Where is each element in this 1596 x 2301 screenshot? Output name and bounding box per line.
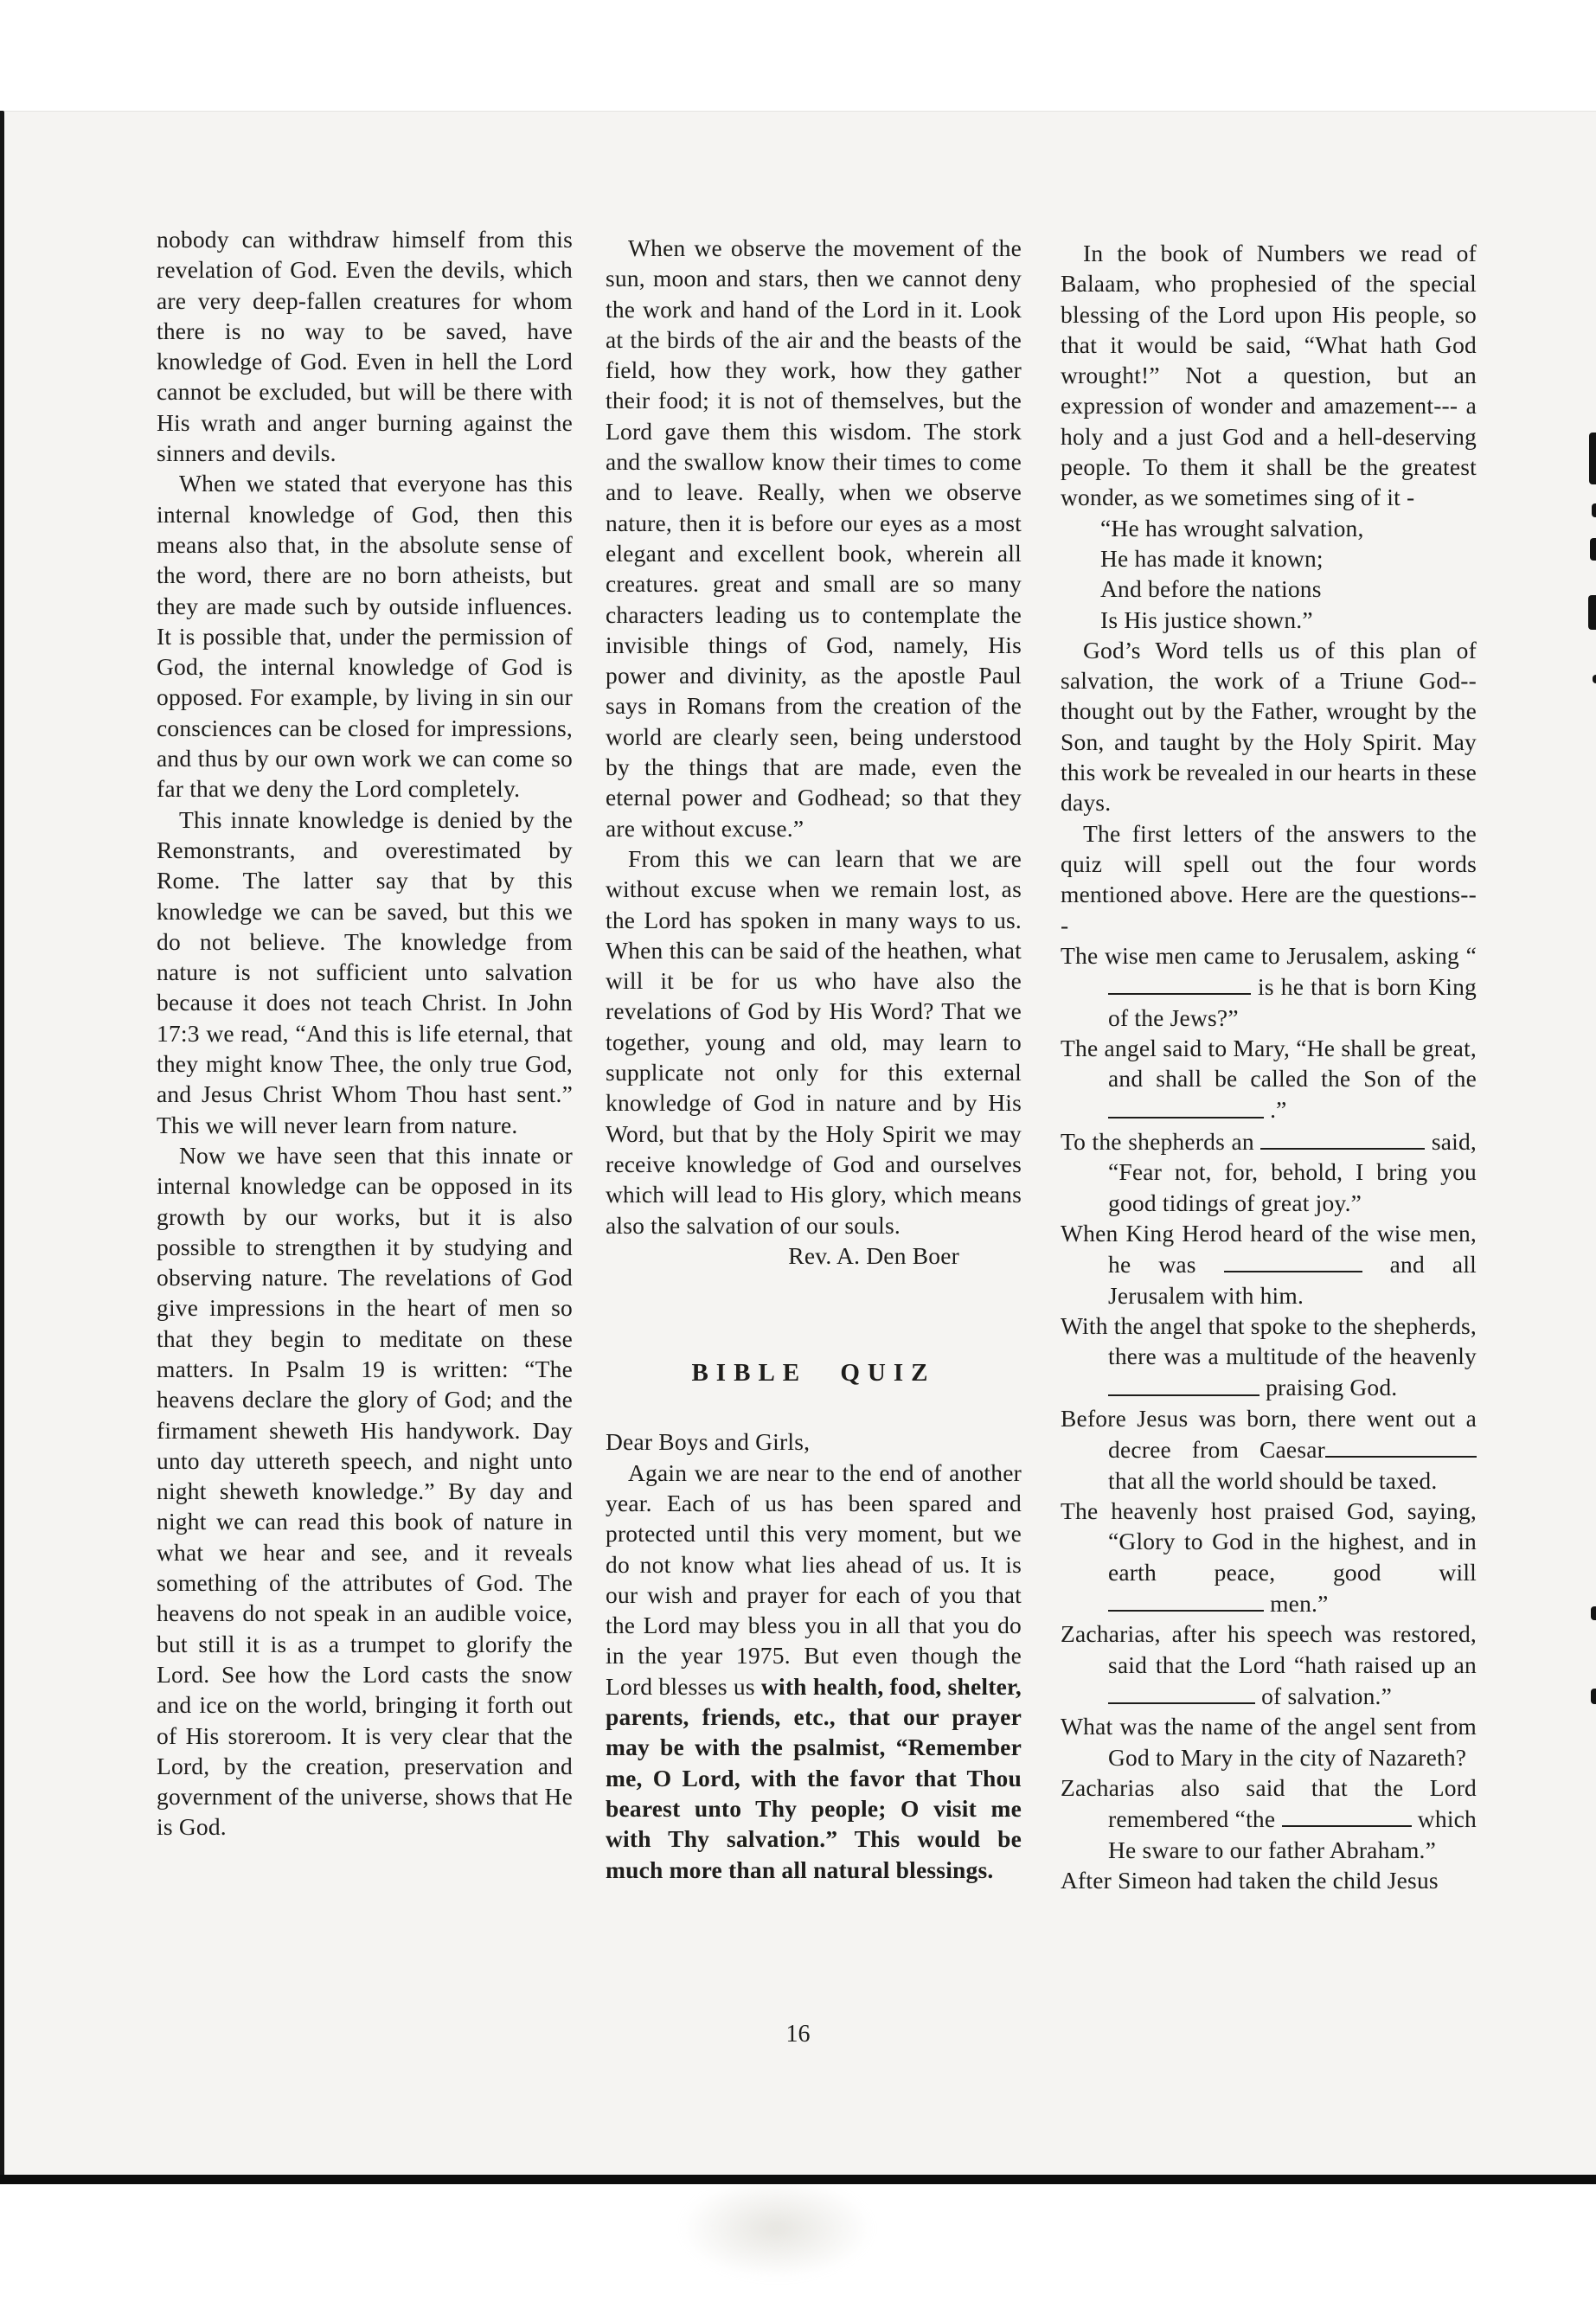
text-run: men.”: [1264, 1589, 1329, 1617]
text-run: The angel said to Mary, “He shall be great, and shall be called the Son of the: [1061, 1034, 1477, 1093]
text-run: Zacharias also said that the Lord remembered “the: [1061, 1773, 1477, 1833]
text-run: The wise men came to Jerusalem, asking “: [1061, 941, 1477, 969]
fill-in-blank: [1224, 1248, 1362, 1272]
text-run: Again we are near to the end of another year. Each of us has been spared and protected until this very moment, but we do not know what lies ahead of us. It is our wish and prayer for each of you that the Lord may bless you in all that you do in the year 1975. But even though the Lord blesses us: [606, 1458, 1022, 1700]
paragraph: God’s Word tells us of this plan of salvation, the work of a Triune God--thought out by the Father, wrought by the Son, and taught by the Holy Spirit. May this work be revealed in our hearts in these days.: [1061, 636, 1477, 817]
column-right: [1061, 238, 1477, 1895]
text-run: of salvation.”: [1255, 1682, 1393, 1709]
text-run: which He sware to our father Abraham.”: [1108, 1805, 1477, 1863]
text-run: and all Jerusalem with him.: [1108, 1251, 1477, 1309]
paragraph: [606, 1458, 1022, 1885]
scan-artifact: [1589, 433, 1596, 484]
scan-artifact: [1590, 538, 1596, 561]
page-bottom-edge-line: [0, 2175, 1596, 2184]
fill-in-blank: [1282, 1803, 1412, 1827]
quiz-item: [1061, 1033, 1477, 1125]
paragraph: Now we have seen that this innate or internal knowledge can be opposed in its growth by our works, but it is also possible to strengthen it by studying and observing nature. The revelations of God give impressions in the heart of men so that they begin to meditate on these matters. In Psalm 19 is written: “The heavens declare the glory of God; and the firmament sheweth His handywork. Day unto day uttereth speech, and night unto night sheweth knowledge.” By day and night we can read this book of nature in what we hear and see, and it reveals something of the attributes of God. The heavens do not speak in an audible voice, but still it is as a trumpet to glorify the Lord. See how the Lord casts the snow and ice on the world, bringing it forth out of His storeroom. It is very clear that the Lord, by the creation, preservation and government of the universe, shows that He is God.: [157, 1141, 573, 1841]
text-run: with health, food, shelter, parents, friends, etc., that our prayer may be with the psalmist, “Remember me, O Lord, with the favor that Thou bearest unto Thy people; O visit me with Thy salvation.” This would be much more than all natural blessings.: [606, 1672, 1022, 1883]
verse-line: Is His justice shown.”: [1100, 606, 1313, 633]
paragraph: From this we can learn that we are without excuse when we remain lost, as the Lord has spoken in many ways to us. When this can be said of the heathen, what will it be for us who have also the revelations of God by His Word? That we together, young and old, may learn to supplicate not only for this external knowledge of God in nature and by His Word, but that by the Holy Spirit we may receive knowledge of God and ourselves which will lead to His glory, which means also the salvation of our souls.: [606, 844, 1022, 1239]
fill-in-blank: [1108, 1093, 1264, 1118]
paragraph: When we observe the movement of the sun, moon and stars, then we cannot deny the work and hand of the Lord in it. Look at the birds of the air and the beasts of the field, how they work, how they gather their food; it is not of themselves, but the Lord gave them this wisdom. The stork and the swallow know their times to come and to leave. Really, when we observe nature, then it is before our eyes as a most elegant and excellent book, wherein all creatures. great and small are so many characters leading us to contemplate the invisible things of God, namely, His power and divinity, as the apostle Paul says in Romans from the creation of the world are clearly seen, being understood by the things that are made, even the eternal power and Godhead; so that they are without excuse.”: [606, 234, 1022, 842]
hymn-verse: [1100, 513, 1477, 635]
text-run: The heavenly host praised God, saying, “Glory to God in the highest, and in earth peace, good will: [1061, 1497, 1477, 1586]
page-number: 16: [785, 2021, 811, 2048]
quiz-item: [1061, 1618, 1477, 1711]
text-run: Zacharias, after his speech was restored, said that the Lord “hath raised up an: [1061, 1620, 1477, 1678]
quiz-item: [1061, 1125, 1477, 1218]
text-run: .”: [1264, 1096, 1287, 1124]
scan-artifact: [1592, 503, 1596, 517]
fill-in-blank: [1108, 1587, 1264, 1612]
paragraph: nobody can withdraw himself from this revelation of God. Even the devils, which are very deep-fallen creatures for whom there is no way to be saved, have knowledge of God. Even in hell the Lord cannot be excluded, but will be there with His wrath and anger burning against the sinners and devils.: [157, 226, 573, 467]
page-left-edge-line: [0, 111, 4, 2183]
text-run: praising God.: [1259, 1374, 1398, 1401]
fill-in-blank: [1108, 1371, 1259, 1395]
text-run: that all the world should be taxed.: [1108, 1466, 1438, 1494]
quiz-item: [1061, 1496, 1477, 1618]
quiz-item: [1061, 1711, 1477, 1772]
verse-line: He has made it known;: [1100, 544, 1324, 572]
verse-line: “He has wrought salvation,: [1100, 514, 1364, 542]
column-left: [157, 224, 573, 1843]
fill-in-blank: [1260, 1125, 1425, 1150]
text-run: Before Jesus was born, there went out a decree from Caesar: [1061, 1404, 1477, 1464]
text-run: is he that is born King of the Jews?”: [1108, 973, 1477, 1031]
quiz-item: [1061, 1772, 1477, 1865]
text-run: said, “Fear not, for, behold, I bring you good tidings of great joy.”: [1108, 1127, 1477, 1216]
paragraph: In the book of Numbers we read of Balaam, who prophesied of the special blessing of the Lord upon His people, so that it would be said, “What hath God wrought!” Not a question, but an expression of wonder and amazement--- a holy and a just God and a hell-deserving people. To them it shall be the greatest wonder, as we sometimes sing of it -: [1061, 240, 1477, 511]
column-middle: [606, 233, 1022, 1885]
pencil-smudge-artifact: [679, 2177, 874, 2279]
author-byline: Rev. A. Den Boer: [788, 1241, 959, 1269]
text-run: What was the name of the angel sent from God to Mary in the city of Nazareth?: [1061, 1713, 1477, 1771]
paragraph: When we stated that everyone has this internal knowledge of God, then this means also that, in the absolute sense of the word, there are no born atheists, but they are made such by outside influences. It is possible that, under the permission of God, the internal knowledge of God is opposed. For example, by living in sin our consciences can be closed for impressions, and thus by our own work we can come so far that we deny the Lord completely.: [157, 470, 573, 803]
text-run: To the shepherds an: [1061, 1127, 1261, 1155]
scan-artifact: [1591, 1606, 1596, 1620]
scan-artifact: [1593, 675, 1596, 683]
paragraph: This innate knowledge is denied by the Remonstrants, and overestimated by Rome. The latter say that by this knowledge we can be saved, but this we do not believe. The knowledge from nature is not sufficient unto salvation because it does not teach Christ. In John 17:3 we read, “And this is life eternal, that they might know Thee, the only true God, and Jesus Christ Whom Thou hast sent.” This we will never learn from nature.: [157, 805, 573, 1138]
text-run: When King Herod heard of the wise men, he was: [1061, 1219, 1477, 1279]
paragraph: The first letters of the answers to the quiz will spell out the four words mentioned above. Here are the questions---: [1061, 819, 1477, 939]
quiz-item: [1061, 1865, 1477, 1895]
quiz-item: [1061, 1311, 1477, 1403]
section-heading: BIBLE QUIZ: [691, 1359, 936, 1388]
salutation: Dear Boys and Girls,: [606, 1428, 811, 1456]
scan-artifact: [1588, 595, 1596, 630]
fill-in-blank: [1108, 971, 1251, 995]
quiz-item: [1061, 1218, 1477, 1311]
text-run: After Simeon had taken the child Jesus: [1061, 1866, 1439, 1894]
verse-line: And before the nations: [1100, 575, 1322, 603]
fill-in-blank: [1325, 1433, 1477, 1458]
quiz-item: [1061, 940, 1477, 1033]
text-run: With the angel that spoke to the shepherds, there was a multitude of the heavenly: [1061, 1311, 1477, 1370]
quiz-item: [1061, 1403, 1477, 1496]
fill-in-blank: [1108, 1680, 1255, 1704]
scan-artifact: [1591, 1689, 1596, 1704]
